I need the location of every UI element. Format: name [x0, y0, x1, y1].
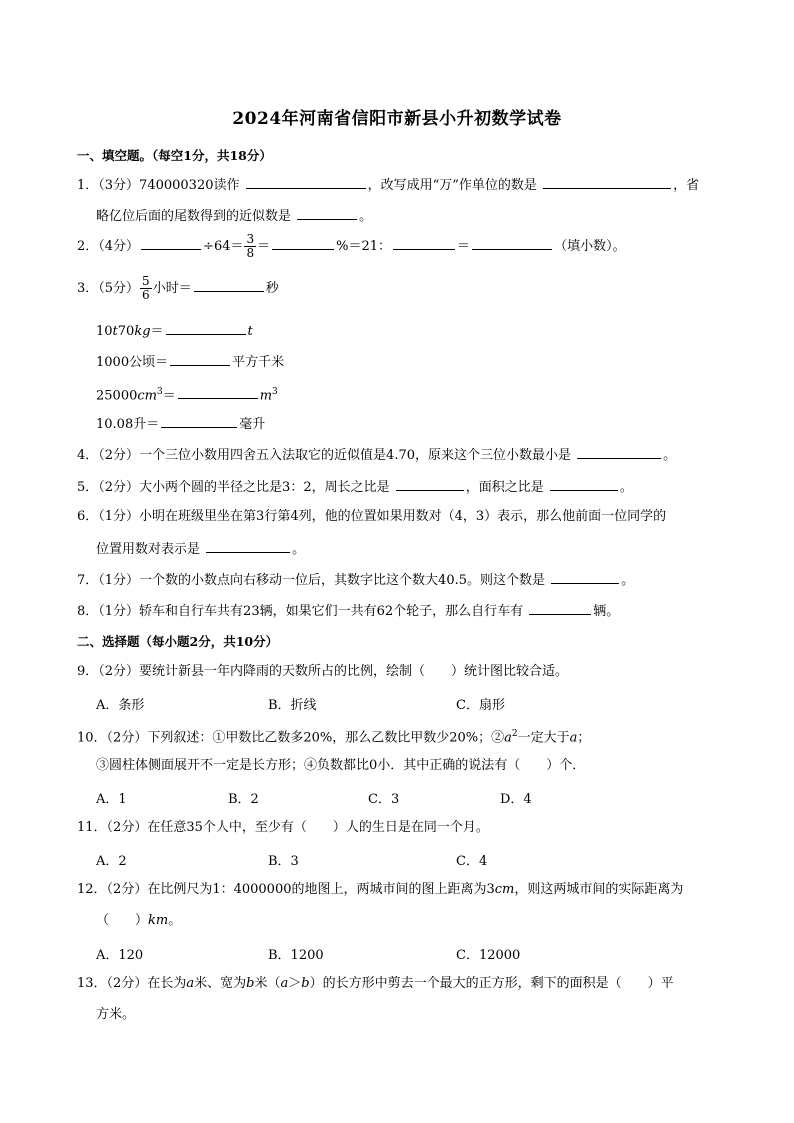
- question-11: 11．（2分）在任意35个人中，至少有（ ）人的生日是在同一个月。: [77, 820, 489, 835]
- option-b[interactable]: B．2: [228, 792, 259, 807]
- question-13-line-1: 13．（2分）在长为a米、宽为b米（a＞b）的长方形中剪去一个最大的正方形，剩下的面积是（ ）平: [77, 976, 674, 991]
- question-3-part-2: 10t70kg＝ t: [96, 321, 253, 341]
- answer-blank[interactable]: [529, 601, 591, 615]
- answer-blank[interactable]: [472, 236, 552, 250]
- option-d[interactable]: D．4: [500, 792, 532, 807]
- option-a[interactable]: A．2: [96, 854, 127, 869]
- option-a[interactable]: A．1: [96, 792, 127, 807]
- question-1-line-1: 1．（3分）740000320读作 ，改写成用“万”作单位的数是 ，省: [77, 175, 699, 195]
- answer-blank[interactable]: [543, 175, 671, 189]
- option-a[interactable]: A．120: [96, 948, 144, 963]
- question-5: 5．（2分）大小两个圆的半径之比是3：2，周长之比是 ，面积之比是 。: [77, 477, 633, 497]
- option-b[interactable]: B．折线: [268, 698, 317, 713]
- question-3: 3．（5分） $\frac{5}{6}$ 小时＝ 秒: [77, 274, 279, 302]
- option-a[interactable]: A．条形: [96, 698, 145, 713]
- answer-blank[interactable]: [396, 477, 464, 491]
- answer-blank[interactable]: [206, 539, 290, 553]
- question-8: 8．（1分）轿车和自行车共有23辆，如果它们一共有62个轮子，那么自行车有 辆。: [77, 601, 619, 621]
- answer-blank[interactable]: [194, 278, 264, 292]
- section-heading-fill-in: 一、填空题。（每空1分，共18分）: [77, 148, 272, 163]
- question-10-line-1: 10．（2分）下列叙述：①甲数比乙数多20%，那么乙数比甲数少20%；$②a^2$一定大于a；: [77, 729, 591, 746]
- option-c[interactable]: C．4: [456, 854, 488, 869]
- answer-blank[interactable]: [551, 570, 619, 584]
- question-10-line-2: ③圆柱体侧面展开不一定是长方形；④负数都比0小．其中正确的说法有（ ）个．: [96, 758, 586, 773]
- answer-blank[interactable]: [297, 206, 357, 220]
- question-2: 2．（4分） ÷64＝ $\frac{3}{8}$ ＝ %＝21： ＝ （填小数）。: [77, 232, 626, 260]
- fraction: $\frac{5}{6}$: [142, 274, 150, 302]
- answer-blank[interactable]: [577, 445, 661, 459]
- option-c[interactable]: C．12000: [456, 948, 521, 963]
- answer-blank[interactable]: [272, 236, 334, 250]
- question-9: 9．（2分）要统计新县一年内降雨的天数所占的比例，绘制（ ）统计图比较合适。: [77, 664, 569, 679]
- question-12-line-2: （ ）km。: [96, 913, 182, 928]
- option-b[interactable]: B．1200: [268, 948, 324, 963]
- section-heading-multiple-choice: 二、选择题（每小题2分，共10分）: [77, 634, 279, 649]
- answer-blank[interactable]: [141, 236, 201, 250]
- answer-blank[interactable]: [161, 414, 237, 428]
- answer-blank[interactable]: [166, 321, 246, 335]
- question-7: 7．（1分）一个数的小数点向右移动一位后，其数字比这个数大40.5。则这个数是 。: [77, 570, 634, 590]
- question-3-part-5: 10.08升＝ 毫升: [96, 414, 265, 434]
- answer-blank[interactable]: [178, 385, 258, 399]
- fraction: $\frac{3}{8}$: [246, 232, 255, 260]
- question-12-line-1: 12．（2分）在比例尺为1：4000000的地图上，两城市间的图上距离为3cm，则这两城市间的实际距离为: [77, 882, 684, 897]
- question-1-line-2: 略亿位后面的尾数得到的近似数是 。: [96, 206, 372, 226]
- question-6-line-2: 位置用数对表示是 。: [96, 539, 305, 559]
- question-3-part-3: 1000公顷＝ 平方千米: [96, 352, 284, 372]
- question-3-part-4: $25000cm^3= m^3$: [96, 387, 278, 404]
- answer-blank[interactable]: [393, 236, 455, 250]
- question-6-line-1: 6．（1分）小明在班级里坐在第3行第4列，他的位置如果用数对（4，3）表示，那么他前面一位同学的: [77, 509, 667, 524]
- answer-blank[interactable]: [246, 175, 366, 189]
- question-4: 4．（2分）一个三位小数用四舍五入法取它的近似值是4.70，原来这个三位小数最小是 。: [77, 445, 676, 465]
- question-13-line-2: 方米。: [96, 1007, 136, 1022]
- answer-blank[interactable]: [550, 477, 618, 491]
- page-title: 2024年河南省信阳市新县小升初数学试卷: [232, 109, 562, 129]
- option-b[interactable]: B．3: [268, 854, 299, 869]
- option-c[interactable]: C．扇形: [456, 698, 505, 713]
- option-c[interactable]: C．3: [368, 792, 400, 807]
- answer-blank[interactable]: [170, 352, 230, 366]
